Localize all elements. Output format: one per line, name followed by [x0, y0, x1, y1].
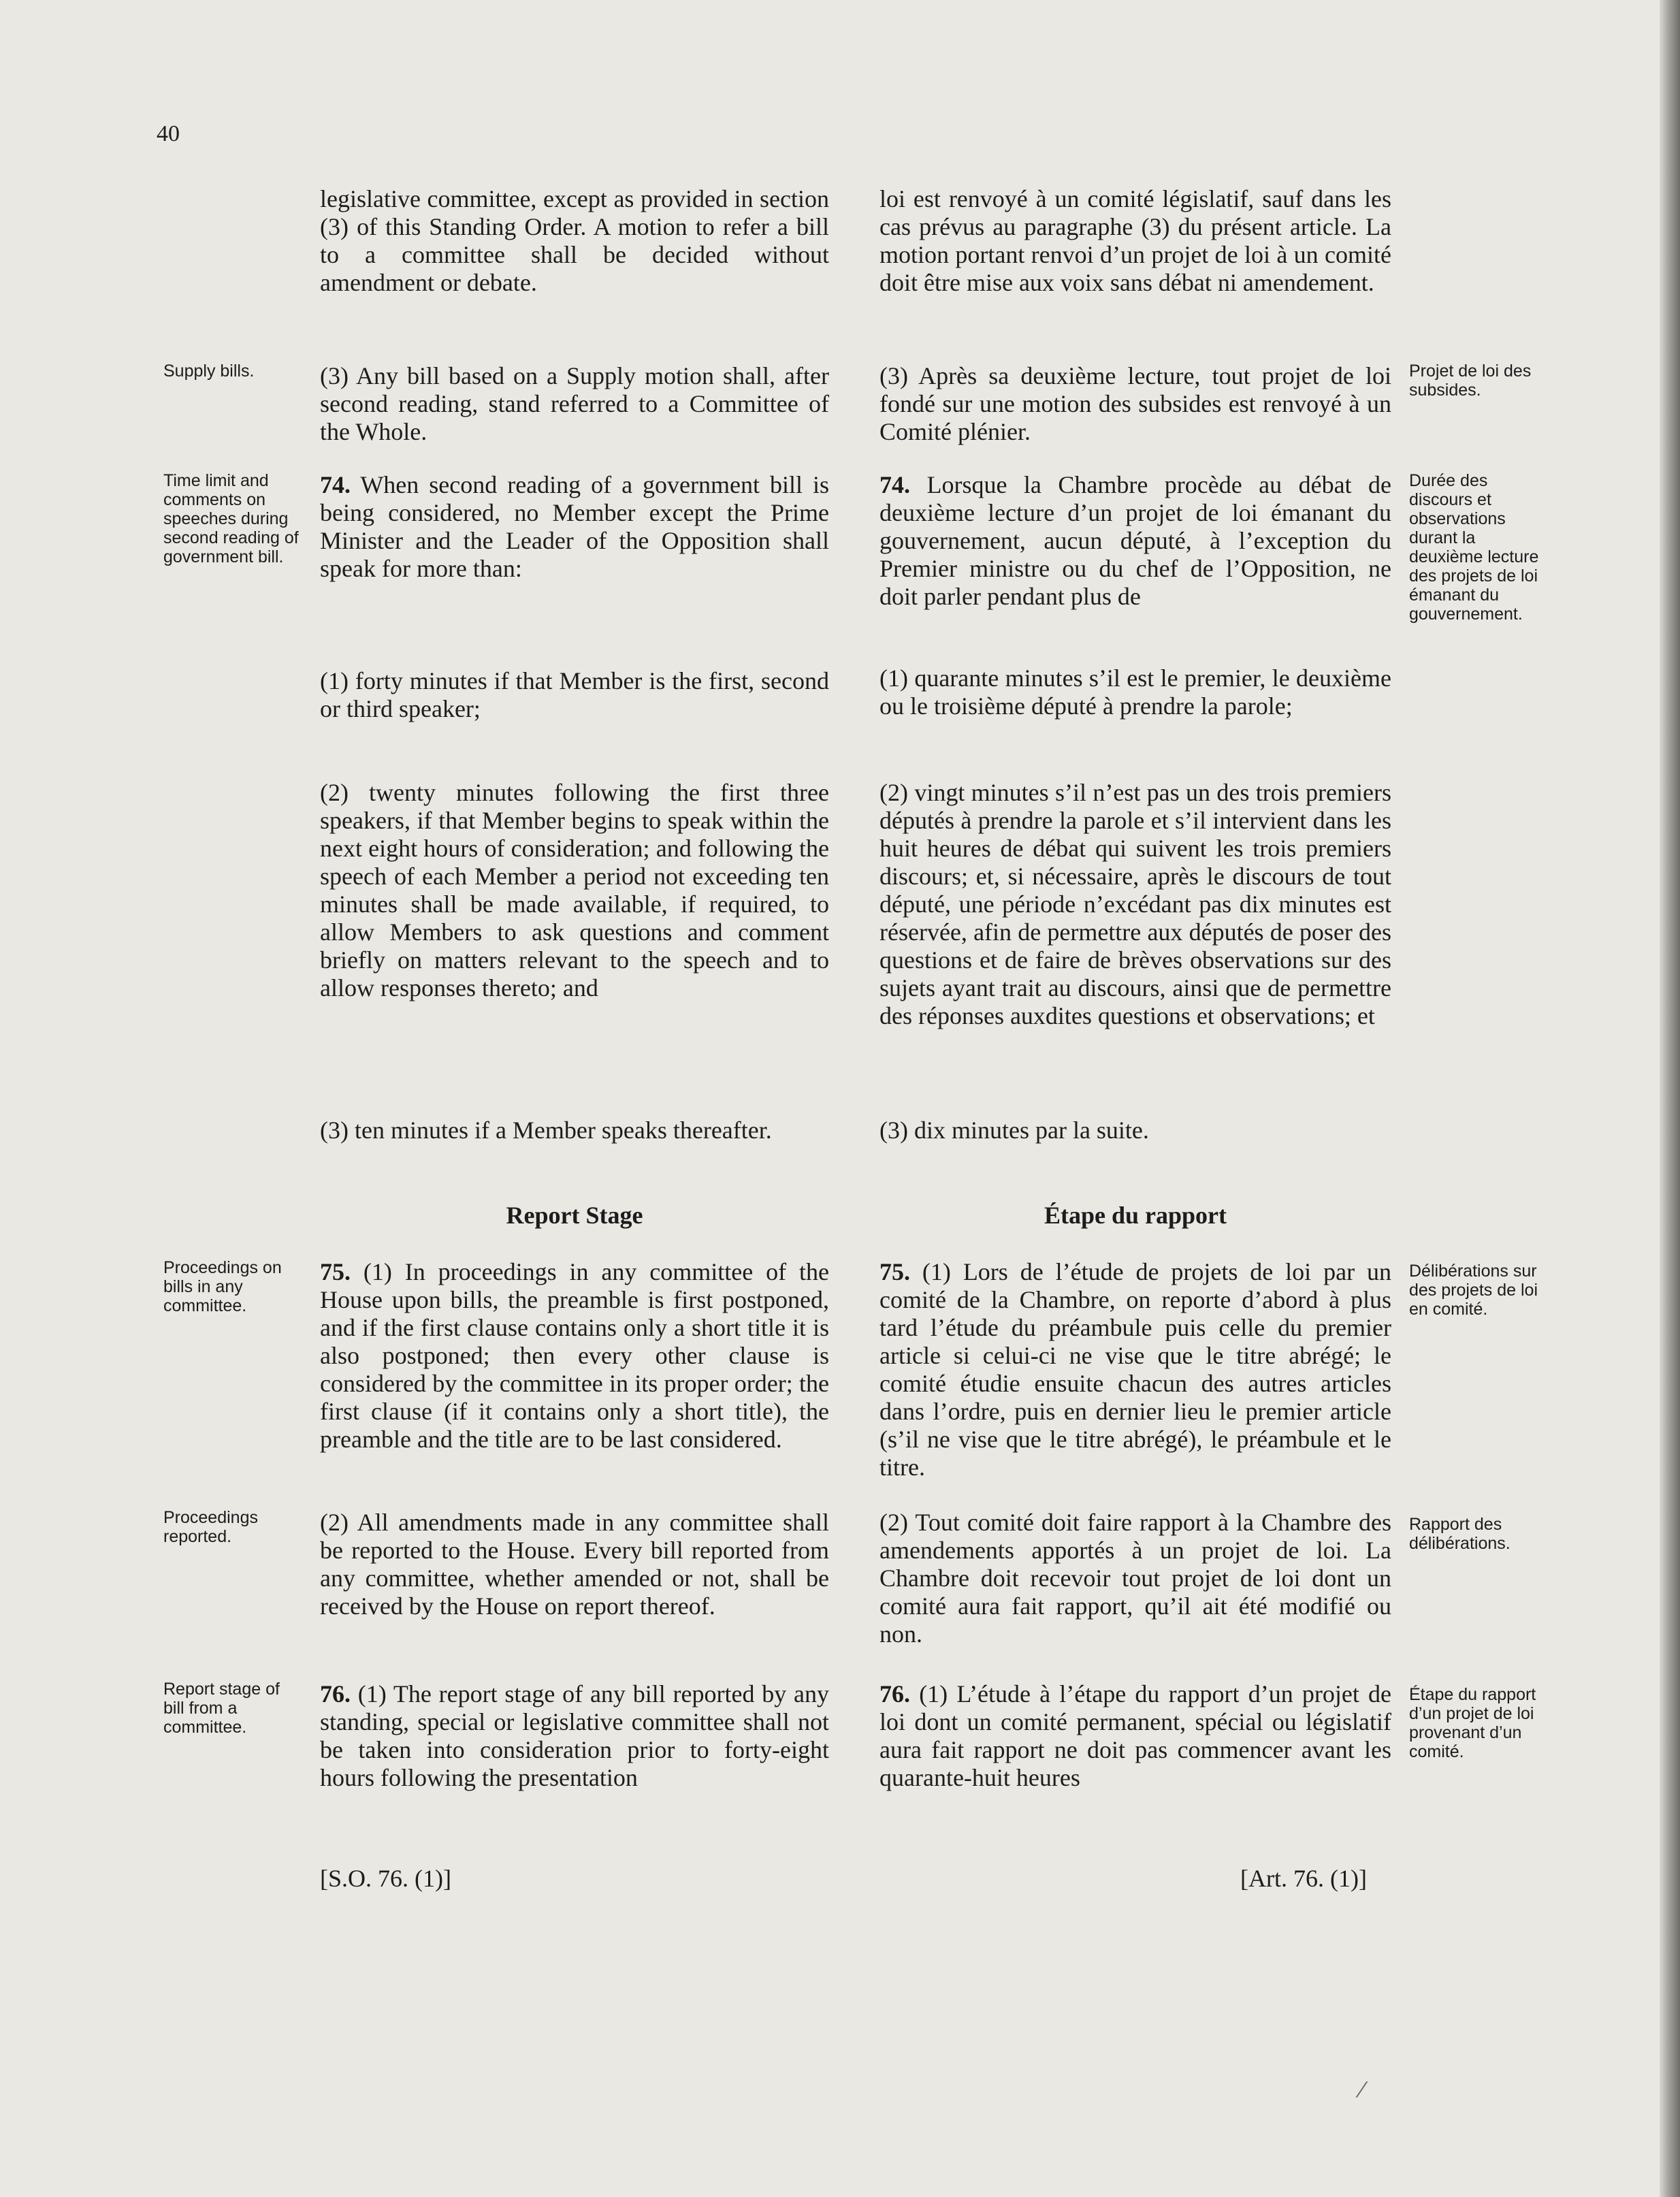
en-section-75-1-text: (1) In proceedings in any committee of the House upon bills, the preamble is first postponed, and if the first clause contains only a short title it is also postponed; then every other clause is considered by the committee in its proper order; the first clause (if it contains only a short title), the preamble and the title are to be last considered. [320, 1258, 830, 1453]
fr-section-74-text: Lorsque la Chambre procède au débat de deuxième lecture d’un projet de loi émanant du gouvernement, aucun député, à l’exception du Premier ministre ou du chef de l’Opposition, ne doit parler pendant plus de [879, 471, 1392, 610]
en-section-74-text: When second reading of a government bill is being considered, no Member except the Prime Minister and the Leader of the Opposition shall speak for more than: [320, 471, 829, 582]
fr-section-74-3: (3) dix minutes par la suite. [879, 1117, 1149, 1144]
margin-note-report-stage: Report stage of bill from a committee. [163, 1680, 280, 1737]
fr-section-74-2: (2) vingt minutes s’il n’est pas un des trois premiers députés à prendre la parole et s’il intervient dans les huit heures de débat qui suivent les trois premiers discours; et, si nécessaire, après le discours de tout député, une période n’excédant pas dix minutes est réservée, afin de permettre aux députés de poser des questions et de faire de brèves observations sur des sujets ayant trait au discours, ainsi que de permettre des réponses auxdites questions et observations; et [879, 779, 1391, 1029]
fr-section-75-1-text: (1) Lors de l’étude de projets de loi par un comité de la Chambre, on reporte d’abord à plus tard l’étude du préambule puis celle du premier article si celui-ci ne vise que le titre abrégé; le comité étudie ensuite chacun des autres articles dans l’ordre, puis en dernier lieu le premier article (s’il ne vise que le titre abrégé), le préambule et le titre. [879, 1258, 1391, 1481]
en-section-76-1 [320, 1680, 829, 1792]
en-section-74-1: (1) forty minutes if that Member is the first, second or third speaker; [320, 667, 829, 722]
margin-note-time-limit: Time limit and comments on speeches during second reading of government bill. [163, 471, 299, 566]
pencil-mark: / [1354, 2073, 1370, 2105]
en-paragraph-supply: (3) Any bill based on a Supply motion shall, after second reading, stand referred to a Committee of the Whole. [320, 362, 829, 445]
fr-section-75-2: (2) Tout comité doit faire rapport à la Chambre des amendements apportés à un projet de loi. La Chambre doit recevoir tout projet de loi dont un comité aura fait rapport, qu’il ait été modifié ou non. [879, 1509, 1391, 1648]
margin-note-supply-bills: Supply bills. [163, 362, 255, 381]
en-section-74 [320, 471, 829, 583]
fr-section-74 [879, 471, 1391, 611]
en-section-76-number: 76. [320, 1680, 351, 1707]
fr-section-76-1-text: (1) L’étude à l’étape du rapport d’un projet de loi dont un comité permanent, spécial ou législatif aura fait rapport ne doit pas commencer avant les quarante-huit heures [879, 1680, 1392, 1791]
page-number: 40 [157, 121, 180, 146]
fr-section-75-number: 75. [879, 1258, 910, 1285]
en-section-75-1 [320, 1258, 829, 1454]
en-section-74-3: (3) ten minutes if a Member speaks thereafter. [320, 1117, 772, 1144]
binding-edge [1660, 0, 1680, 2197]
fr-paragraph-subsides: (3) Après sa deuxième lecture, tout projet de loi fondé sur une motion des subsides est renvoyé à un Comité plénier. [879, 362, 1391, 445]
fr-section-76-1 [879, 1680, 1391, 1792]
en-section-75-number: 75. [320, 1258, 351, 1285]
en-section-76-1-text: (1) The report stage of any bill reported by any standing, special or legislative committee shall not be taken into consideration prior to forty-eight hours following the presentation [320, 1680, 830, 1791]
en-paragraph-continuation: legislative committee, except as provided in section (3) of this Standing Order. A motion to refer a bill to a committee shall be decided without amendment or debate. [320, 185, 829, 296]
margin-note-proceedings: Proceedings on bills in any committee. [163, 1258, 282, 1315]
margin-note-projet-subsides: Projet de loi des subsides. [1409, 362, 1532, 400]
margin-note-duree-discours: Durée des discours et observations durant la deuxième lecture des projets de loi émanant du gouvernement. [1409, 471, 1539, 624]
fr-heading-etape-rapport: Étape du rapport [1044, 1202, 1227, 1229]
en-heading-report-stage: Report Stage [506, 1202, 643, 1229]
fr-section-76-number: 76. [879, 1680, 910, 1707]
fr-section-75-1 [879, 1258, 1391, 1481]
margin-note-rapport-deliberations: Rapport des délibérations. [1409, 1515, 1511, 1553]
en-section-74-2: (2) twenty minutes following the first three speakers, if that Member begins to speak within the next eight hours of consideration; and following the speech of each Member a period not exceeding ten minutes shall be made available, if required, to allow Members to ask questions and comment briefly on matters relevant to the speech and to allow responses thereto; and [320, 779, 829, 1001]
en-section-75-2: (2) All amendments made in any committee shall be reported to the House. Every bill reported from any committee, whether amended or not, shall be received by the House on report thereof. [320, 1509, 829, 1620]
margin-note-proceedings-reported: Proceedings reported. [163, 1508, 258, 1546]
fr-section-74-number: 74. [879, 471, 910, 498]
margin-note-etape-rapport: Étape du rapport d’un projet de loi provenant d’un comité. [1409, 1685, 1536, 1761]
en-footer-reference: [S.O. 76. (1)] [320, 1865, 451, 1892]
en-section-74-number: 74. [320, 471, 351, 498]
fr-footer-reference: [Art. 76. (1)] [1240, 1865, 1367, 1892]
fr-paragraph-continuation: loi est renvoyé à un comité législatif, sauf dans les cas prévus au paragraphe (3) du présent article. La motion portant renvoi d’un projet de loi à un comité doit être mise aux voix sans débat ni amendement. [879, 185, 1391, 296]
margin-note-deliberations: Délibérations sur des projets de loi en comité. [1409, 1262, 1538, 1319]
fr-section-74-1: (1) quarante minutes s’il est le premier, le deuxième ou le troisième député à prendre la parole; [879, 664, 1391, 720]
